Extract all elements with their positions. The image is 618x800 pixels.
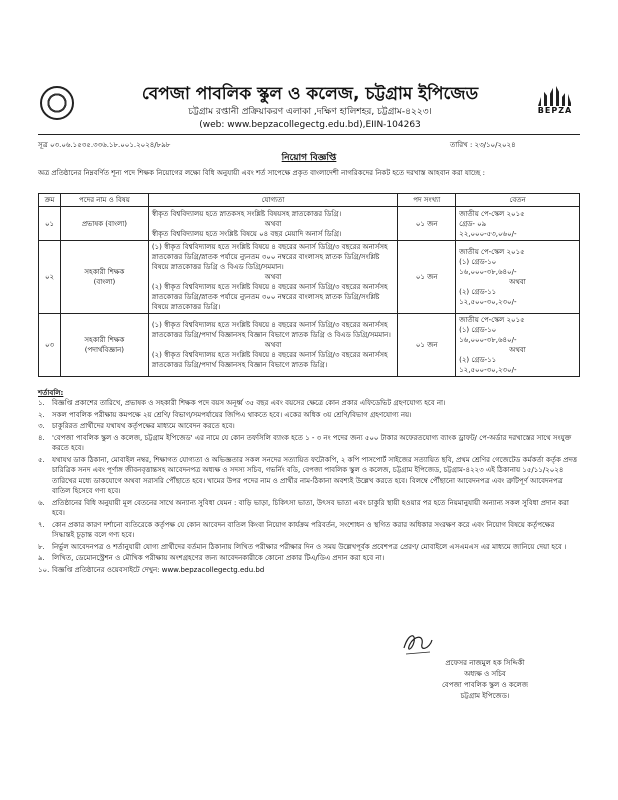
list-item	[38, 398, 578, 409]
row-post	[60, 314, 148, 377]
row-salary	[456, 207, 580, 241]
list-item	[38, 565, 578, 576]
school-website: (web: www.bepzacollegectg.edu.bd),EIIN-104263	[199, 120, 421, 130]
salary-range-2: ১২,৫০০-৩০,২৩০/-	[459, 298, 517, 306]
signatory-title: অধ্যক্ষ ও সচিব	[464, 670, 506, 678]
list-item	[38, 455, 578, 497]
col-header-serial: ক্রম	[39, 194, 61, 207]
post-name: সহকারী শিক্ষক	[84, 336, 125, 344]
school-address: চট্টগ্রাম রপ্তানী প্রক্রিয়াকরণ এলাকা ,দক্ষিণ হালিশহর, চট্টগ্রাম-৪২২৩।	[188, 107, 432, 117]
qualification-2: (২) স্বীকৃত বিশ্ববিদ্যালয় হতে সংশ্লিষ্ট বিষয়ে ৪ বছরের অনার্স ডিগ্রি/৩ বছরের অনার্সসহ স্নাতকোত্তর ডিগ্রি/স্নাতক পর্যায়ে ন্যুনতম ৩০০ নম্বরের বাংলাসহ স্নাতক ডিগ্রি/সংশ্লিষ্ট বিষয়ে স্নাতকোত্তর ডিগ্রি।	[151, 283, 388, 311]
condition-text: সকল পাবলিক পরীক্ষায় কমপক্ষে ২য় শ্রেণি/ বিভাগ/সমপর্যায়ের জিপিএ থাকতে হবে। একের অধিক ৩য় শ্রেণি/বিভাগ গ্রহণযোগ্য নয়।	[52, 410, 412, 419]
school-title: বেপজা পাবলিক স্কুল ও কলেজ, চট্টগ্রাম ইপিজেড	[141, 84, 479, 104]
row-post	[60, 241, 148, 314]
qualification-2: স্বীকৃত বিশ্ববিদ্যালয় হতে সংশ্লিষ্ট বিষয়ে ০৪ বছর মেয়াদি অনার্স ডিগ্রি।	[151, 229, 342, 238]
vacancy-table	[38, 193, 580, 377]
salary-grade: গ্রেড- ০৯	[459, 219, 487, 228]
row-qualification	[148, 314, 397, 377]
salary-range-1: ১৬,০০০-৩৮,৬৪০/-	[459, 336, 517, 344]
table-row	[39, 207, 580, 241]
list-item	[38, 498, 578, 519]
condition-text: লিখিত, ডেমোনস্ট্রেশন ও মৌখিক পরীক্ষায় অংশগ্রহণের জন্য আবেদনকারীকে কোনো প্রকার টিএ/ডিএ প্রদান করা হবে না।	[52, 554, 385, 562]
row-post: প্রভাষক (বাংলা)	[60, 207, 148, 241]
signatory-org: বেপজা পাবলিক স্কুল ও কলেজ	[441, 681, 529, 689]
signature-icon	[400, 628, 436, 658]
condition-text: যথাযথ ডাক ঠিকানা, মোবাইল নম্বর, শিক্ষাগত যোগ্যতা ও অভিজ্ঞতার সকল সনদের সত্যায়িত ফটোকপি, ২ কপি পাসপোর্ট সাইজের সত্যায়িত ছবি, প্রথম শ্রেণির গেজেটেড কর্মকর্তা কর্তৃক প্রদত্ত চারিত্রিক সনদ এবং পূর্ণাঙ্গ জীবনবৃত্তান্তসহ আবেদনপত্র অধ্যক্ষ ও সদস্য সচিব, গভর্নিং বডি, বেপজা পাবলিক স্কুল ও কলেজ, চট্টগ্রাম ইপিজেড, চট্টগ্রাম-৪২২৩ এই ঠিকানায় ১৫/১১/২০২৪ তারিখের মধ্যে ডাকযোগে অথবা সরাসরি পৌঁছাতে হবে। খামের উপর পদের নাম ও প্রার্থীর নাম-ঠিকানা অবশ্যই উল্লেখ করতে হবে। বিলম্বে পৌঁছানো আবেদনপত্র এবং ত্রুটিপূর্ণ আবেদনপত্র বাতিল হিসেবে গণ্য হবে।	[52, 455, 578, 495]
qualification-or: অথবা	[264, 219, 282, 228]
post-name: সহকারী শিক্ষক	[84, 268, 125, 276]
condition-number: ৮.	[38, 542, 45, 551]
condition-number: ৯.	[38, 554, 45, 562]
list-item	[38, 433, 578, 454]
row-count: ০১ জন	[398, 241, 456, 314]
post-subject: (পদার্থবিজ্ঞান)	[84, 346, 125, 354]
table-row	[39, 314, 580, 377]
condition-text: বিজ্ঞপ্তি প্রতিষ্ঠানের ওয়েবসাইটে দেখুন: www.bepzacollegectg.edu.bd	[52, 565, 265, 574]
row-salary	[456, 241, 580, 314]
condition-text: প্রতিষ্ঠানের বিধি অনুযায়ী মূল বেতনের সাথে অন্যান্য সুবিধা যেমন : বাড়ি ভাড়া, চিকিৎসা ভাতা, উৎসব ভাতা এবং চাকুরি স্থায়ী হওয়ার পর হতে নিয়মানুযায়ী অন্যান্য সকল সুবিধা প্রদান করা হবে।	[52, 498, 569, 517]
notice-title: নিয়োগ বিজ্ঞপ্তি	[281, 153, 337, 163]
row-qualification	[148, 241, 397, 314]
qualification-1: (১) স্বীকৃত বিশ্ববিদ্যালয় হতে সংশ্লিষ্ট বিষয়ে ৪ বছরের অনার্স ডিগ্রি/৩ বছরের অনার্সসহ স্নাতকোত্তর ডিগ্রি/পদার্থ বিজ্ঞানসহ বিজ্ঞান বিভাগে স্নাতক ডিগ্রি ও বিএড ডিগ্রি/সমমান।	[151, 321, 391, 339]
salary-scale: জাতীয় পে-স্কেল ২০১৫	[459, 209, 525, 218]
qualification-1: স্বীকৃত বিশ্ববিদ্যালয় হতে স্নাতকসহ সংশ্লিষ্ট বিষয়সহ স্নাতকোত্তর ডিগ্রি।	[151, 209, 342, 218]
qualification-2: (২) স্বীকৃত বিশ্ববিদ্যালয় হতে সংশ্লিষ্ট বিষয়ে ৪ বছরের অনার্স ডিগ্রি/৩ বছরের অনার্সসহ স্নাতকোত্তর ডিগ্রি/পদার্থ বিজ্ঞানসহ বিজ্ঞান বিভাগে স্নাতক ডিগ্রি।	[151, 351, 388, 369]
conditions-list	[38, 398, 578, 576]
intro-text: অত্র প্রতিষ্ঠানের নিম্নবর্ণিত শূন্য পদে শিক্ষক নিয়োগের লক্ষ্যে বিধি অনুযায়ী এবং শর্ত সাপেক্ষে প্রকৃত বাংলাদেশী নাগরিকদের নিকট হতে দরখাস্ত আহবান করা যাচ্ছে :	[38, 169, 486, 177]
condition-text: চাকুরিরত প্রার্থীদের যথাযথ কর্তৃপক্ষের মাধ্যমে আবেদন করতে হবে।	[52, 422, 235, 430]
condition-number: ১০.	[38, 565, 50, 574]
col-header-count: পদ সংখ্যা	[398, 194, 456, 207]
qualification-or: অথবা	[264, 341, 282, 349]
condition-number: ৭.	[38, 520, 45, 529]
bepza-logo-text: BEPZA	[537, 106, 573, 115]
memo-number: সূত্র ০৩.০৬.১৫৩৫.৩৩৬.১৮.০০১.২০২৪/৮৯৮	[38, 141, 171, 149]
condition-number: ৪.	[38, 433, 45, 442]
condition-number: ১.	[38, 399, 45, 407]
list-item	[38, 410, 578, 421]
condition-number: ৬.	[38, 498, 45, 507]
col-header-post: পদের নাম ও বিষয়	[60, 194, 148, 207]
list-item	[38, 421, 578, 432]
condition-text: বিজ্ঞপ্তি প্রকাশের তারিখে, প্রভাষক ও সহকারী শিক্ষক পদে বয়স অনূর্ধ্ব ৩৫ বছর এবং বয়সের ক্ষেত্রে কোন প্রকার এফিডেভিট গ্রহণযোগ্য হবে না।	[52, 399, 446, 407]
condition-number: ৩.	[38, 422, 45, 430]
salary-scale: জাতীয় পে-স্কেল ২০১৫	[459, 316, 525, 324]
salary-or: অথবা	[509, 346, 526, 354]
salary-grade-1: (১) গ্রেড-১০	[459, 258, 497, 266]
qualification-or: অথবা	[264, 273, 282, 281]
salary-grade-1: (১) গ্রেড-১০	[459, 326, 497, 334]
signatory-name: প্রফেসর নাজমুল হক সিদ্দিকী	[445, 659, 525, 667]
header-divider	[38, 134, 580, 135]
salary-scale: জাতীয় পে-স্কেল ২০১৫	[459, 248, 525, 256]
signature-block	[400, 658, 570, 702]
list-item	[38, 542, 578, 553]
salary-grade-2: (২) গ্রেড-১১	[459, 288, 497, 296]
row-count: ০১ জন	[398, 207, 456, 241]
salary-or: অথবা	[509, 278, 526, 286]
row-qualification	[148, 207, 397, 241]
col-header-salary: বেতন	[456, 194, 580, 207]
condition-text: 'বেপজা পাবলিক স্কুল ও কলেজ, চট্টগ্রাম ইপিজেড' এর নামে যে কোন তফসিলি ব্যাংক হতে ১ - ৩ নং পদের জন্য ৫০০ টাকার অফেরতযোগ্য ব্যাংক ড্রাফট/ পে-অর্ডার দরখাস্তের সাথে সংযুক্ত করতে হবে।	[52, 433, 572, 452]
condition-text: নির্ভুল আবেদনপত্র ও শর্তানুযায়ী যোগ্য প্রার্থীদের বর্তমান ঠিকানায় লিখিত পরীক্ষার পরীক্ষার দিন ও সময় উল্লেখপূর্বক প্রবেশপত্র প্রেরণ/ মোবাইলে এসএমএস এর মাধ্যমে জানিয়ে দেয়া হবে ।	[52, 542, 567, 551]
bepza-logo-icon	[534, 84, 576, 116]
table-header-row	[39, 194, 580, 207]
salary-grade-2: (২) গ্রেড-১১	[459, 356, 497, 364]
school-logo-icon	[40, 86, 74, 120]
row-serial: ০২	[39, 241, 61, 314]
col-header-qualification: যোগ্যতা	[148, 194, 397, 207]
row-salary	[456, 314, 580, 377]
condition-text: কোন প্রকার কারণ দর্শানো ব্যতিরেকে কর্তৃপক্ষ যে কোন আবেদন বাতিল কিংবা নিয়োগ কার্যক্রম পরিবর্তন, সংশোধন ও স্থগিত করার অধিকার সংরক্ষণ করে এবং নিয়োগ বিষয়ে কর্তৃপক্ষের সিদ্ধান্তই চূড়ান্ত বলে গণ্য হবে।	[52, 520, 555, 539]
condition-number: ৫.	[38, 455, 45, 464]
row-count: ০১ জন	[398, 314, 456, 377]
post-subject: (বাংলা)	[93, 278, 116, 286]
qualification-1: (১) স্বীকৃত বিশ্ববিদ্যালয় হতে সংশ্লিষ্ট বিষয়ে ৪ বছরের অনার্স ডিগ্রি/৩ বছরের অনার্সসহ স্নাতকোত্তর ডিগ্রি/স্নাতক পর্যায়ে ন্যুনতম ৩০০ নম্বরের বাংলাসহ স্নাতক ডিগ্রি/সংশ্লিষ্ট বিষয়ে স্নাতকোত্তর ডিগ্রি ও বিএড ডিগ্রি/সমমান।	[151, 243, 388, 271]
signatory-place: চট্টগ্রাম ইপিজেড।	[460, 692, 510, 700]
table-row	[39, 241, 580, 314]
condition-number: ২.	[38, 410, 45, 419]
notice-date: তারিখ : ২৩/১০/২০২৪	[450, 141, 516, 149]
conditions-title: শর্তাবলি:	[38, 389, 64, 397]
list-item	[38, 520, 578, 541]
row-serial: ০৩	[39, 314, 61, 377]
salary-range-2: ১২,৫০০-৩০,২৩০/-	[459, 366, 517, 374]
salary-range: ২২,০০০-৫৩,০৬০/-	[459, 229, 517, 238]
list-item	[38, 553, 578, 564]
row-serial: ০১	[39, 207, 61, 241]
salary-range-1: ১৬,০০০-৩৮,৬৪০/-	[459, 268, 517, 276]
